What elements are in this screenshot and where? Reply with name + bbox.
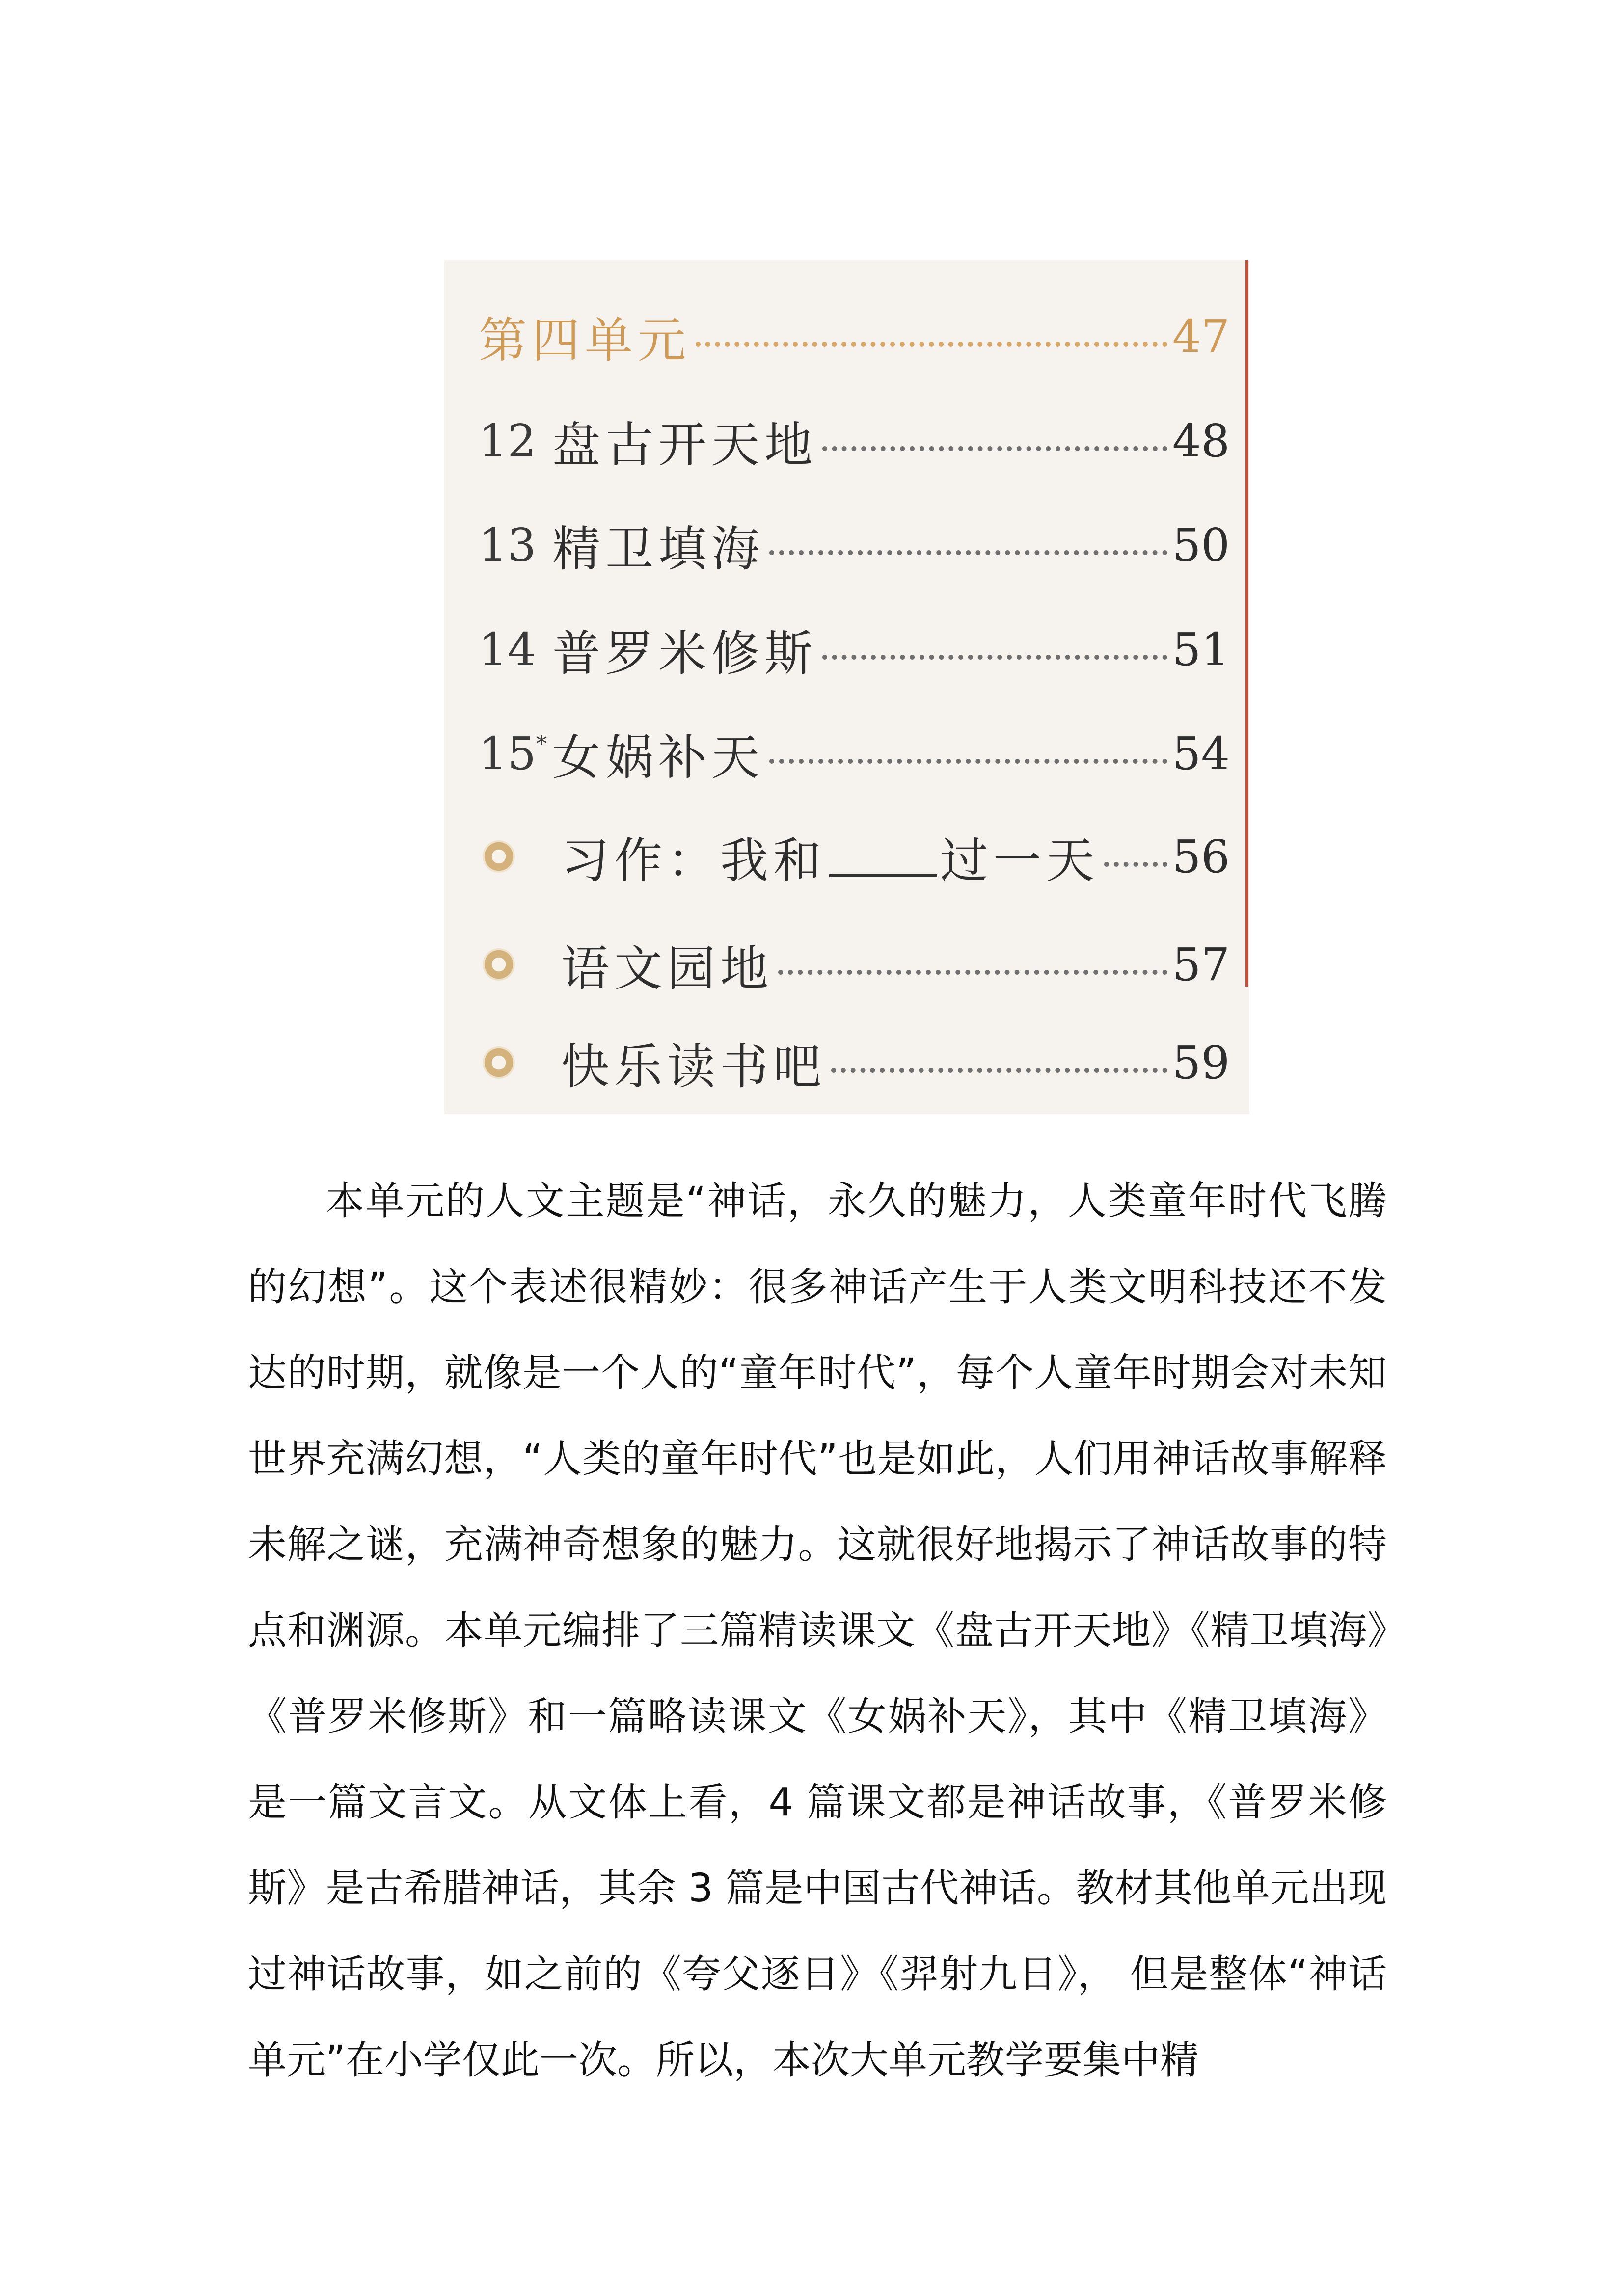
toc-optional-mark: *: [536, 731, 547, 756]
toc-lesson-title: 普罗米修斯: [552, 625, 818, 682]
toc-lesson-number: 12: [479, 414, 537, 467]
toc-leader-dots: [778, 970, 1167, 975]
fill-in-blank: [829, 835, 937, 877]
toc-extra-title-after: 过一天: [940, 832, 1100, 889]
toc-lesson-page: 50: [1172, 518, 1230, 571]
toc-leader-dots: [696, 342, 1167, 347]
toc-bullet-icon: [483, 1046, 515, 1079]
toc-extra-title-before: 习作：我和: [561, 832, 827, 889]
toc-leader-dots: [1104, 862, 1167, 867]
toc-lesson-row: [479, 508, 1230, 582]
toc-extra-title: [561, 822, 1099, 891]
toc-lesson-row: [479, 613, 1230, 686]
toc-bullet-icon: [483, 948, 515, 981]
body-paragraph: 本单元的人文主题是“神话，永久的魅力，人类童年时代飞腾的幻想”。这个表述很精妙：很多神话产生于人类文明科技还不发达的时期，就像是一个人的“童年时代”，每个人童年时期会对未知世界充满幻想，“人类的童年时代”也是如此，人们用神话故事解释未解之谜，充满神奇想象的魅力。这就很好地揭示了神话故事的特点和渊源。本单元编排了三篇精读课文《盘古开天地》《精卫填海》《普罗米修斯》和一篇略读课文《女娲补天》，其中《精卫填海》是一篇文言文。从文体上看，4 篇课文都是神话故事，《普罗米修斯》是古希腊神话，其余 3 篇是中国古代神话。教材其他单元出现过神话故事，如之前的《夸父逐日》《羿射九日》， 但是整体“神话单元”在小学仅此一次。所以，本次大单元教学要集中精: [248, 1178, 1387, 2082]
toc-bullet-icon: [483, 840, 515, 873]
toc-extra-title: 快乐读书吧: [561, 1039, 827, 1095]
toc-extra-page: 57: [1172, 938, 1230, 991]
toc-extra-page: 56: [1172, 830, 1230, 883]
toc-extra-row: [479, 820, 1230, 893]
toc-lesson-page: 54: [1172, 727, 1230, 780]
toc-lesson-title: 精卫填海: [552, 521, 765, 577]
toc-leader-dots: [769, 759, 1167, 764]
toc-lesson-number: [479, 727, 552, 780]
toc-lesson-row: [479, 717, 1230, 790]
toc-extra-row: [479, 928, 1230, 1001]
toc-lesson-title: 盘古开天地: [552, 417, 818, 473]
toc-unit-title: 第四单元: [479, 312, 691, 369]
toc-lesson-page: 51: [1172, 623, 1230, 676]
toc-lesson-number-value: 15: [479, 727, 537, 780]
toc-lesson-page: 48: [1172, 414, 1230, 467]
toc-extra-row: [479, 1026, 1230, 1099]
toc-extra-title: 语文园地: [561, 940, 774, 997]
toc-unit-page: 47: [1172, 310, 1230, 363]
toc-leader-dots: [822, 446, 1167, 451]
toc-extra-page: 59: [1172, 1036, 1230, 1089]
toc-leader-dots: [769, 550, 1167, 555]
toc-edge-rule: [1245, 260, 1248, 987]
toc-unit-heading: [479, 299, 1230, 373]
toc-leader-dots: [822, 655, 1167, 660]
toc-lesson-number: 14: [479, 623, 537, 676]
toc-lesson-title: 女娲补天: [552, 729, 765, 786]
table-of-contents-image: [444, 260, 1249, 1114]
toc-lesson-row: [479, 404, 1230, 478]
toc-leader-dots: [831, 1068, 1167, 1073]
toc-lesson-number: 13: [479, 518, 537, 571]
